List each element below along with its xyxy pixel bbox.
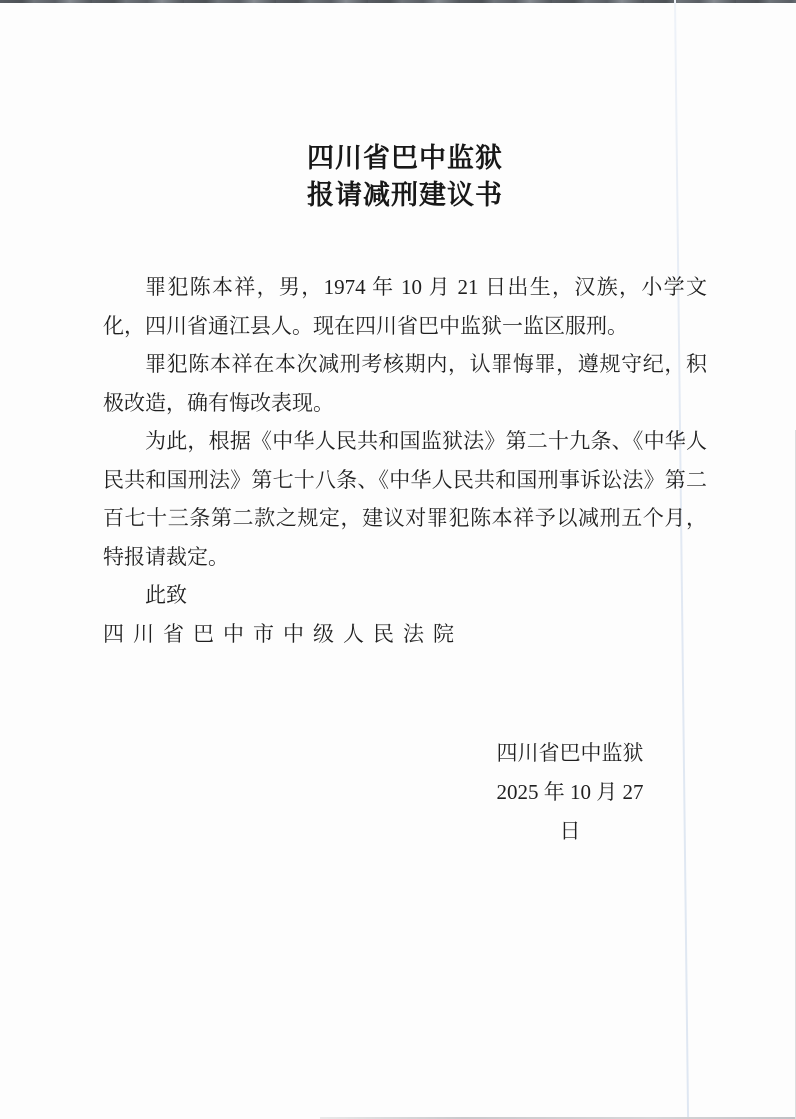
signature-block bbox=[485, 734, 655, 851]
title-line-1: 四川省巴中监狱 bbox=[307, 143, 503, 174]
document-title bbox=[103, 140, 707, 214]
document-body bbox=[103, 268, 707, 653]
signature-organization: 四川省巴中监狱 bbox=[496, 741, 644, 765]
document-content bbox=[103, 0, 707, 1119]
paragraph-legal-basis: 为此，根据《中华人民共和国监狱法》第二十九条、《中华人民共和国刑法》第七十八条、《中华人民共和国刑事诉讼法》第二百七十三条第二款之规定，建议对罪犯陈本祥予以减刑五个月，特报请裁定。 bbox=[103, 429, 707, 569]
paragraph-assessment: 罪犯陈本祥在本次减刑考核期内，认罪悔罪，遵规守纪，积极改造，确有悔改表现。 bbox=[103, 352, 707, 415]
signature-date: 2025 年 10 月 27 日 bbox=[496, 780, 644, 843]
paragraph-offender-info: 罪犯陈本祥，男，1974 年 10 月 21 日出生，汉族，小学文化，四川省通江县人。现在四川省巴中监狱一监区服刑。 bbox=[103, 275, 707, 338]
recipient-court-line: 四川省巴中市中级人民法院 bbox=[103, 621, 463, 646]
closing-phrase: 此致 bbox=[145, 583, 187, 607]
title-line-2: 报请减刑建议书 bbox=[307, 180, 503, 211]
